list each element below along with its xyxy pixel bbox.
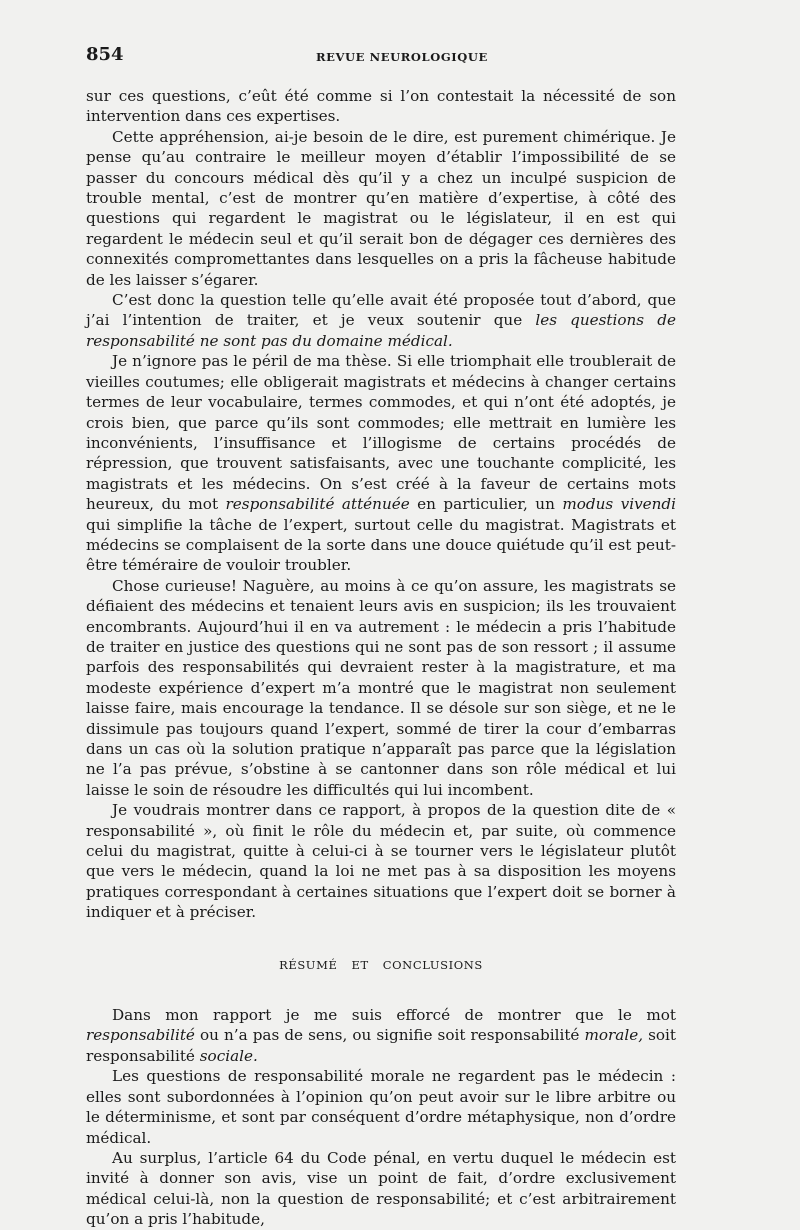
conclusion-1-term-morale: morale, <box>584 1026 644 1045</box>
section-title-word-3: CONCLUSIONS <box>382 957 483 972</box>
conclusion-1-text-b: ou n’a pas de sens, ou signifie soit responsabilité <box>194 1026 585 1045</box>
conclusion-1-term-responsabilite: responsabilité <box>86 1026 195 1045</box>
paragraph-1: sur ces questions, c’eût été comme si l’on contestait la nécessité de son intervention dans ces expertises. <box>86 87 676 126</box>
section-title-word-1: RÉSUMÉ <box>279 957 338 972</box>
paragraph-3 <box>86 290 676 351</box>
paragraph-4-text-a: Je n’ignore pas le péril de ma thèse. Si elle triomphait elle troublerait de vieilles coutumes; elle obligerait magistrats et médecins à changer certains termes de leur vocabulaire, termes commodes, et qui n’ont été adoptés, je crois bien, que parce qu’ils sont commodes; elle mettrait en lumière les inconvénients, l’insuffisance et l’illogisme de certains procédés de répression, que trouvent satisfaisants, avec une touchante complicité, les magistrats et les médecins. On s’est créé à la faveur de certains mots heureux, du mot <box>86 352 676 514</box>
running-head: REVUE NEUROLOGIQUE <box>316 50 488 64</box>
conclusion-1-text-c: soit responsabilité <box>86 1026 676 1065</box>
section-title <box>86 955 676 975</box>
section-title-word-2: ET <box>351 957 369 972</box>
conclusion-1-term-sociale: sociale. <box>199 1046 258 1065</box>
conclusion-1-text-a: Dans mon rapport je me suis efforcé de montrer que le mot <box>112 1006 676 1025</box>
conclusion-1 <box>86 1005 676 1066</box>
paragraph-6: Je voudrais montrer dans ce rapport, à propos de la question dite de « responsabilité », où finit le rôle du médecin et, par suite, où commence celui du magistrat, quitte à celui-ci à se tourner vers le législateur plutôt que vers le médecin, quand la loi ne met pas à sa disposition les moyens pratiques correspondant à certaines situations que l’expert doit se borner à indiquer et à préciser. <box>86 801 676 922</box>
paragraph-3-thesis: les questions de responsabilité ne sont pas du domaine médical. <box>86 311 676 350</box>
paragraph-4-text-c: qui simplifie la tâche de l’expert, surtout celle du magistrat. Magistrats et médecins se complaisent de la sorte dans une douce quiétude qu’il est peut-être téméraire de vouloir troubler. <box>86 515 676 575</box>
paragraph-3-text: C’est donc la question telle qu’elle avait été proposée tout d’abord, que j’ai l’intention de traiter, et je veux soutenir que <box>86 291 676 330</box>
paragraph-4-text-b: en particulier, un <box>409 495 563 514</box>
paragraph-4-term-modus-vivendi: modus vivendi <box>562 495 677 514</box>
paragraph-2: Cette appréhension, ai-je besoin de le dire, est purement chimérique. Je pense qu’au contraire le meilleur moyen d’établir l’impossibilité de se passer du concours médical dès qu’il y a chez un inculpé suspicion de trouble mental, c’est de montrer qu’en matière d’expertise, à côté des questions qui regardent le magistrat ou le législateur, il en est qui regardent le médecin seul et qu’il serait bon de dégager ces dernières des connexités compromettantes dans lesquelles on a pris la fâcheuse habitude de les laisser s’égarer. <box>86 127 676 289</box>
paragraph-4 <box>86 351 676 575</box>
conclusion-3: Au surplus, l’article 64 du Code pénal, en vertu duquel le médecin est invité à donner son avis, vise un point de fait, d’ordre exclusivement médical celui-là, non la question de responsabilité; et c’est arbitrairement qu’on a pris l’habitude, <box>86 1148 676 1229</box>
body-text <box>86 86 676 1230</box>
page-number: 854 <box>86 44 124 65</box>
paragraph-4-term-responsabilite: responsabilité atténuée <box>225 495 410 514</box>
conclusion-2: Les questions de responsabilité morale ne regardent pas le médecin : elles sont subordonnées à l’opinion qu’on peut avoir sur le libre arbitre ou le déterminisme, et sont par conséquent d’ordre métaphysique, non d’ordre médical. <box>86 1067 676 1147</box>
paragraph-5: Chose curieuse! Naguère, au moins à ce qu’on assure, les magistrats se défiaient des médecins et tenaient leurs avis en suspicion; ils les trouvaient encombrants. Aujourd’hui il en va autrement : le médecin a pris l’habitude de traiter en justice des questions qui ne sont pas de son ressort ; il assume parfois des responsabilités qui devraient rester à la magistrature, et ma modeste expérience d’expert m’a montré que le magistrat non seulement laisse faire, mais encourage la tendance. Il se désole sur son siège, et ne le dissimule pas toujours quand l’expert, sommé de tirer la cour d’embarras dans un cas où la solution pratique n’apparaît pas parce que la législation ne l’a pas prévue, s’obstine à se cantonner dans son rôle médical et lui laisse le soin de résoudre les difficultés qui lui incombent. <box>86 576 676 799</box>
page-header <box>86 44 676 70</box>
